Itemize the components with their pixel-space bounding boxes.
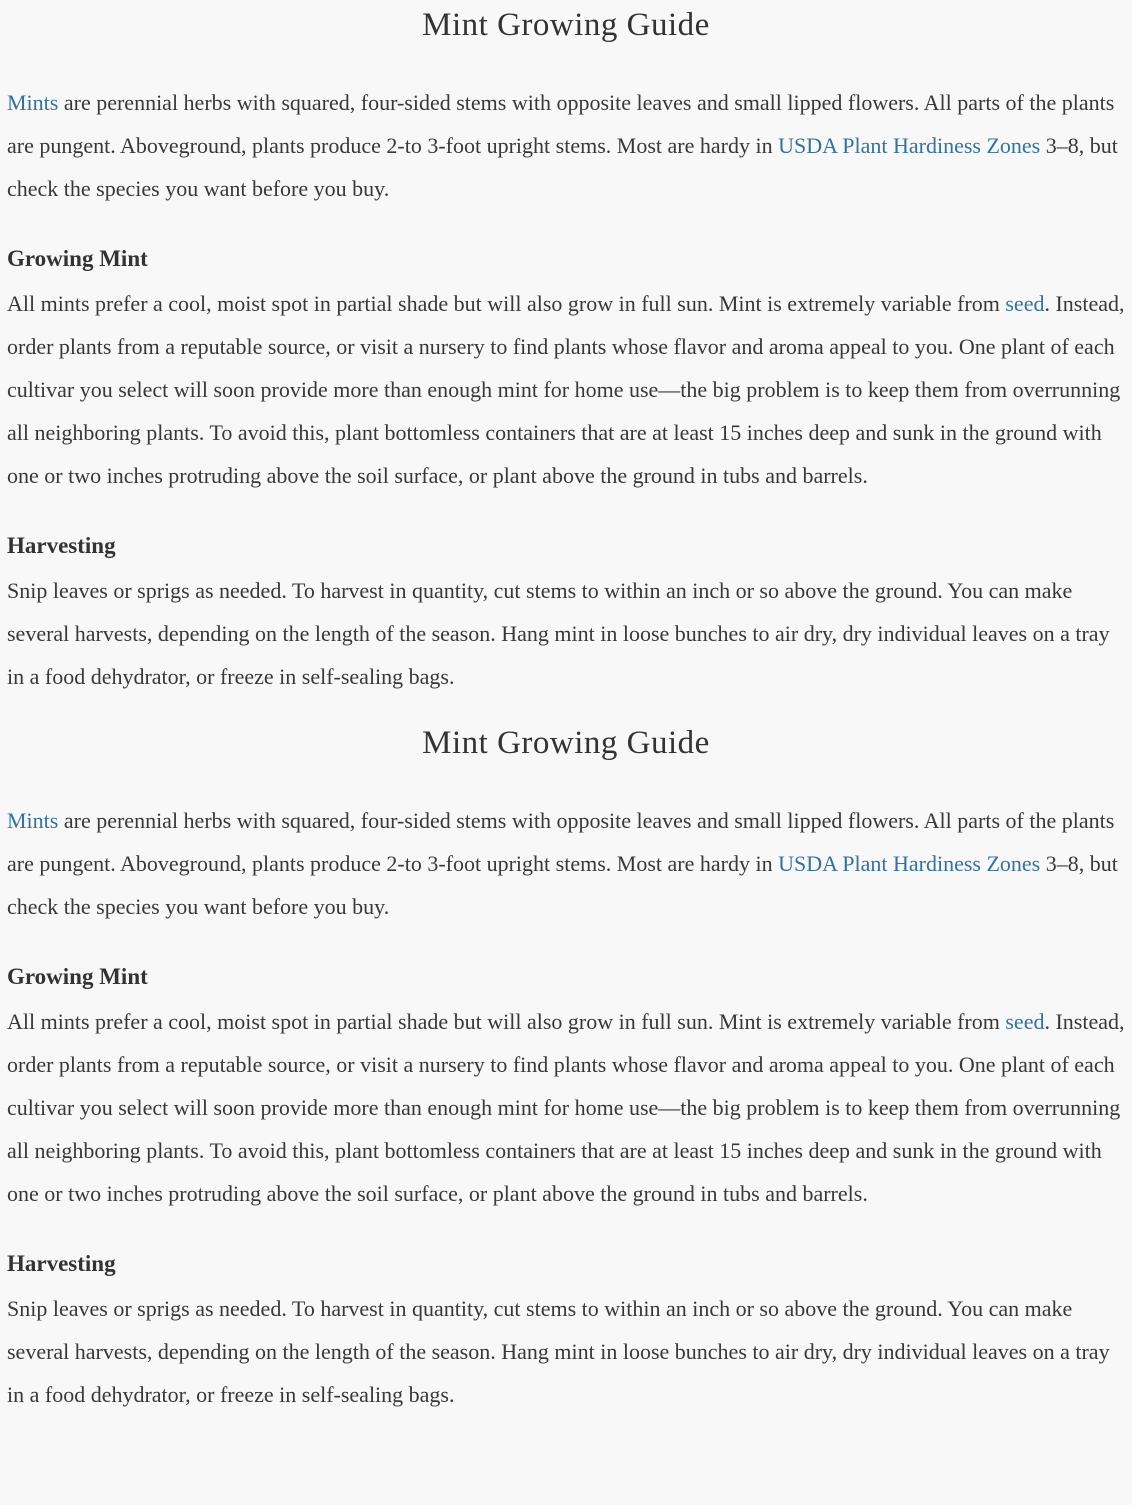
growing-mint-heading: Growing Mint <box>7 246 148 271</box>
article-copy-2 <box>0 723 1132 1416</box>
article-copy-1 <box>0 5 1132 698</box>
harvesting-heading: Harvesting <box>7 533 116 558</box>
intro-paragraph <box>7 799 1125 928</box>
growing-text-2: . Instead, order plants from a reputable source, or visit a nursery to find plants whose flavor and aroma appeal to you. One plant of each cultivar you select will soon provide more than enough mint for home use—the big problem is to keep them from overrunning all neighboring plants. To avoid this, plant bottomless containers that are at least 15 inches deep and sunk in the ground with one or two inches protruding above the soil surface, or plant above the ground in tubs and barrels. <box>7 1009 1125 1206</box>
growing-mint-paragraph <box>7 282 1125 497</box>
usda-zones-link[interactable]: USDA Plant Hardiness Zones <box>778 133 1041 158</box>
growing-mint-heading: Growing Mint <box>7 964 148 989</box>
harvesting-paragraph: Snip leaves or sprigs as needed. To harvest in quantity, cut stems to within an inch or so above the ground. You can make several harvests, depending on the length of the season. Hang mint in loose bunches to air dry, dry individual leaves on a tray in a food dehydrator, or freeze in self-sealing bags. <box>7 1296 1110 1407</box>
intro-text-1: are perennial herbs with squared, four-sided stems with opposite leaves and small lipped flowers. All parts of the plants are pungent. Aboveground, plants produce 2-to 3-foot upright stems. Most are hardy in <box>7 808 1115 876</box>
intro-text-2: 3–8, but check the species you want before you buy. <box>7 851 1118 919</box>
harvesting-paragraph: Snip leaves or sprigs as needed. To harvest in quantity, cut stems to within an inch or so above the ground. You can make several harvests, depending on the length of the season. Hang mint in loose bunches to air dry, dry individual leaves on a tray in a food dehydrator, or freeze in self-sealing bags. <box>7 578 1110 689</box>
intro-paragraph <box>7 81 1125 210</box>
mints-link[interactable]: Mints <box>7 90 59 115</box>
harvesting-heading: Harvesting <box>7 1251 116 1276</box>
growing-text-1: All mints prefer a cool, moist spot in partial shade but will also grow in full sun. Mint is extremely variable from <box>7 1009 1006 1034</box>
mints-link[interactable]: Mints <box>7 808 59 833</box>
page-title: Mint Growing Guide <box>422 7 710 43</box>
growing-text-1: All mints prefer a cool, moist spot in partial shade but will also grow in full sun. Mint is extremely variable from <box>7 291 1006 316</box>
page-title: Mint Growing Guide <box>422 725 710 761</box>
growing-text-2: . Instead, order plants from a reputable source, or visit a nursery to find plants whose flavor and aroma appeal to you. One plant of each cultivar you select will soon provide more than enough mint for home use—the big problem is to keep them from overrunning all neighboring plants. To avoid this, plant bottomless containers that are at least 15 inches deep and sunk in the ground with one or two inches protruding above the soil surface, or plant above the ground in tubs and barrels. <box>7 291 1125 488</box>
intro-text-1: are perennial herbs with squared, four-sided stems with opposite leaves and small lipped flowers. All parts of the plants are pungent. Aboveground, plants produce 2-to 3-foot upright stems. Most are hardy in <box>7 90 1115 158</box>
growing-mint-paragraph <box>7 1000 1125 1215</box>
intro-text-2: 3–8, but check the species you want before you buy. <box>7 133 1118 201</box>
seed-link[interactable]: seed <box>1005 291 1045 316</box>
seed-link[interactable]: seed <box>1005 1009 1045 1034</box>
usda-zones-link[interactable]: USDA Plant Hardiness Zones <box>778 851 1041 876</box>
